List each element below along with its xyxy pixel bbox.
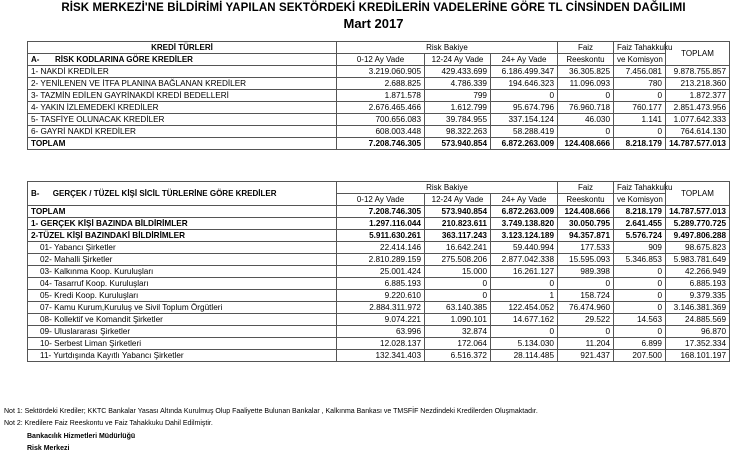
vade-24-plus-header-2: 24+ Ay Vade: [491, 194, 558, 206]
row-label: 04- Tasarruf Koop. Kuruluşları: [28, 278, 337, 290]
row-value: 25.001.424: [337, 266, 425, 278]
row-value: 0: [425, 278, 491, 290]
row-value: 2.851.473.956: [666, 102, 730, 114]
row-value: 6.872.263.009: [491, 206, 558, 218]
row-value: 3.123.124.189: [491, 230, 558, 242]
row-label: 10- Serbest Liman Şirketleri: [28, 338, 337, 350]
row-value: 6.885.193: [337, 278, 425, 290]
row-value: 14.563: [614, 314, 666, 326]
row-value: 0: [614, 278, 666, 290]
row-value: 207.500: [614, 350, 666, 362]
row-value: 0: [491, 278, 558, 290]
row-value: 7.456.081: [614, 66, 666, 78]
reeskont-header: Reeskontu: [558, 54, 614, 66]
risk-bakiye-header: Risk Bakiye: [337, 42, 558, 54]
row-value: 429.433.699: [425, 66, 491, 78]
row-value: 7.208.746.305: [337, 138, 425, 150]
table-row: [28, 266, 730, 278]
row-label: 2-TÜZEL KİŞİ BAZINDAKİ BİLDİRİMLER: [28, 230, 337, 242]
row-value: 1.872.377: [666, 90, 730, 102]
row-value: 124.408.666: [558, 138, 614, 150]
row-value: 2.688.825: [337, 78, 425, 90]
row-value: 2.641.455: [614, 218, 666, 230]
vade-0-12-header: 0-12 Ay Vade: [337, 54, 425, 66]
row-value: 9.074.221: [337, 314, 425, 326]
row-value: 9.497.806.288: [666, 230, 730, 242]
row-value: 6.885.193: [666, 278, 730, 290]
row-value: 5.346.853: [614, 254, 666, 266]
row-value: 210.823.611: [425, 218, 491, 230]
table-row: [28, 326, 730, 338]
row-value: 24.885.569: [666, 314, 730, 326]
row-value: 909: [614, 242, 666, 254]
row-value: 98.322.263: [425, 126, 491, 138]
row-label: 1- NAKDİ KREDİLER: [28, 66, 337, 78]
row-value: 63.140.385: [425, 302, 491, 314]
row-value: 39.784.955: [425, 114, 491, 126]
row-value: 76.960.718: [558, 102, 614, 114]
row-value: 59.440.994: [491, 242, 558, 254]
row-label: 3- TAZMİN EDİLEN GAYRİNAKDİ KREDİ BEDELLERİ: [28, 90, 337, 102]
row-value: 573.940.854: [425, 206, 491, 218]
table-row: [28, 78, 730, 90]
row-value: 3.219.060.905: [337, 66, 425, 78]
row-value: 9.878.755.857: [666, 66, 730, 78]
row-value: 780: [614, 78, 666, 90]
table-row: [28, 278, 730, 290]
row-label: 02- Mahalli Şirketler: [28, 254, 337, 266]
row-value: 168.101.197: [666, 350, 730, 362]
row-value: 124.408.666: [558, 206, 614, 218]
row-value: 63.996: [337, 326, 425, 338]
row-value: 6.186.499.347: [491, 66, 558, 78]
row-value: 95.674.796: [491, 102, 558, 114]
row-value: 608.003.448: [337, 126, 425, 138]
row-value: 17.352.334: [666, 338, 730, 350]
row-value: 58.288.419: [491, 126, 558, 138]
table-row: [28, 338, 730, 350]
row-value: 5.289.770.725: [666, 218, 730, 230]
section-b-label: GERÇEK / TÜZEL KİŞİ SİCİL TÜRLERİNE GÖRE KREDİLER: [52, 189, 277, 198]
row-label: 1- GERÇEK KİŞİ BAZINDA BİLDİRİMLER: [28, 218, 337, 230]
footer-unit: Risk Merkezi: [27, 445, 70, 452]
row-value: 5.134.030: [491, 338, 558, 350]
row-value: 172.064: [425, 338, 491, 350]
row-value: 0: [614, 126, 666, 138]
row-value: 0: [558, 326, 614, 338]
row-value: 5.983.781.649: [666, 254, 730, 266]
tahakkuk-header: Faiz Tahakkuku: [614, 42, 666, 54]
row-value: 94.357.871: [558, 230, 614, 242]
toplam-header-2: TOPLAM: [666, 182, 730, 206]
row-label: 03- Kalkınma Koop. Kuruluşları: [28, 266, 337, 278]
risk-code-table: [27, 41, 730, 150]
table1-header-row-2: [28, 54, 730, 66]
row-value: 337.154.124: [491, 114, 558, 126]
row-value: 6.516.372: [425, 350, 491, 362]
row-value: 8.218.179: [614, 138, 666, 150]
row-value: 7.208.746.305: [337, 206, 425, 218]
table-row: [28, 66, 730, 78]
row-value: 0: [614, 266, 666, 278]
table-row: [28, 242, 730, 254]
registry-type-table: [27, 181, 730, 362]
row-label: 08- Kollektif ve Komandit Şirketler: [28, 314, 337, 326]
report-subtitle: Mart 2017: [343, 16, 404, 31]
row-label: 5- TASFİYE OLUNACAK KREDİLER: [28, 114, 337, 126]
row-label: 09- Uluslararası Şirketler: [28, 326, 337, 338]
row-value: 194.646.323: [491, 78, 558, 90]
vade-12-24-header-2: 12-24 Ay Vade: [425, 194, 491, 206]
row-value: 5.911.630.261: [337, 230, 425, 242]
footer-department: Bankacılık Hizmetleri Müdürlüğü: [27, 433, 136, 440]
row-value: 9.220.610: [337, 290, 425, 302]
table-row: [28, 102, 730, 114]
row-value: 1.297.116.044: [337, 218, 425, 230]
row-value: 32.874: [425, 326, 491, 338]
row-label: 2- YENİLENEN VE İTFA PLANINA BAĞLANAN KREDİLER: [28, 78, 337, 90]
section-a-label: RİSK KODLARINA GÖRE KREDİLER: [55, 55, 193, 64]
row-value: 15.000: [425, 266, 491, 278]
row-value: 177.533: [558, 242, 614, 254]
table-row: [28, 314, 730, 326]
row-value: 4.786.339: [425, 78, 491, 90]
row-value: 0: [614, 290, 666, 302]
row-label: TOPLAM: [28, 138, 337, 150]
row-value: 0: [558, 126, 614, 138]
report-title: RİSK MERKEZİ'NE BİLDİRİMİ YAPILAN SEKTÖRDEKİ KREDİLERİN VADELERİNE GÖRE TL CİNSİNDEN DAĞILIMI: [61, 2, 686, 14]
row-value: 764.614.130: [666, 126, 730, 138]
row-label: 01- Yabancı Şirketler: [28, 242, 337, 254]
row-value: 122.454.052: [491, 302, 558, 314]
row-value: 1.077.642.333: [666, 114, 730, 126]
row-value: 2.877.042.338: [491, 254, 558, 266]
section-a-code: A-: [31, 55, 40, 64]
table-row: [28, 302, 730, 314]
row-value: 14.677.162: [491, 314, 558, 326]
row-value: 5.576.724: [614, 230, 666, 242]
kredi-turleri-header: KREDİ TÜRLERİ: [28, 42, 337, 54]
row-value: 11.204: [558, 338, 614, 350]
table-row: [28, 126, 730, 138]
komisyon-header-2: ve Komisyon: [614, 194, 666, 206]
table2-header-row-1: [28, 182, 730, 194]
row-value: 16.261.127: [491, 266, 558, 278]
row-value: 96.870: [666, 326, 730, 338]
toplam-header: TOPLAM: [666, 42, 730, 66]
row-value: 11.096.093: [558, 78, 614, 90]
row-value: 2.810.289.159: [337, 254, 425, 266]
row-value: 22.414.146: [337, 242, 425, 254]
row-value: 213.218.360: [666, 78, 730, 90]
table-row: [28, 90, 730, 102]
row-value: 76.474.960: [558, 302, 614, 314]
vade-0-12-header-2: 0-12 Ay Vade: [337, 194, 425, 206]
row-value: 29.522: [558, 314, 614, 326]
row-value: 9.379.335: [666, 290, 730, 302]
row-value: 2.676.465.466: [337, 102, 425, 114]
row-value: 158.724: [558, 290, 614, 302]
table-row: [28, 350, 730, 362]
faiz-header: Faiz: [558, 42, 614, 54]
row-value: 760.177: [614, 102, 666, 114]
row-value: 3.749.138.820: [491, 218, 558, 230]
note-2: Not 2: Kredilere Faiz Reeskontu ve Faiz Tahakkuku Dahil Edilmiştir.: [4, 420, 213, 427]
risk-bakiye-header-2: Risk Bakiye: [337, 182, 558, 194]
row-value: 0: [614, 90, 666, 102]
row-value: 363.117.243: [425, 230, 491, 242]
row-label: 11- Yurtdışında Kayıtlı Yabancı Şirketler: [28, 350, 337, 362]
row-value: 12.028.137: [337, 338, 425, 350]
row-value: 0: [558, 90, 614, 102]
row-value: 921.437: [558, 350, 614, 362]
row-value: 799: [425, 90, 491, 102]
row-value: 0: [491, 326, 558, 338]
row-value: 700.656.083: [337, 114, 425, 126]
tahakkuk-header-2: Faiz Tahakkuku: [614, 182, 666, 194]
row-value: 6.872.263.009: [491, 138, 558, 150]
total-row: [28, 206, 730, 218]
row-label: 4- YAKIN İZLEMEDEKİ KREDİLER: [28, 102, 337, 114]
row-value: 989.398: [558, 266, 614, 278]
row-value: 8.218.179: [614, 206, 666, 218]
row-value: 15.595.093: [558, 254, 614, 266]
row-value: 1.871.578: [337, 90, 425, 102]
total-row: [28, 138, 730, 150]
row-value: 132.341.403: [337, 350, 425, 362]
faiz-header-2: Faiz: [558, 182, 614, 194]
row-value: 46.030: [558, 114, 614, 126]
row-value: 275.508.206: [425, 254, 491, 266]
komisyon-header: ve Komisyon: [614, 54, 666, 66]
row-value: 30.050.795: [558, 218, 614, 230]
section-b-code: B-: [31, 189, 40, 198]
table-row: [28, 254, 730, 266]
table1-header-row-1: [28, 42, 730, 54]
table-row: [28, 218, 730, 230]
row-value: 0: [491, 90, 558, 102]
row-label: 07- Kamu Kurum,Kuruluş ve Sivil Toplum Örgütleri: [28, 302, 337, 314]
row-value: 0: [614, 326, 666, 338]
row-value: 1.090.101: [425, 314, 491, 326]
row-value: 0: [614, 302, 666, 314]
reeskont-header-2: Reeskontu: [558, 194, 614, 206]
row-value: 6.899: [614, 338, 666, 350]
row-label: TOPLAM: [28, 206, 337, 218]
row-label: 6- GAYRİ NAKDİ KREDİLER: [28, 126, 337, 138]
row-value: 573.940.854: [425, 138, 491, 150]
row-value: 2.884.311.972: [337, 302, 425, 314]
row-value: 1: [491, 290, 558, 302]
row-value: 0: [558, 278, 614, 290]
row-value: 16.642.241: [425, 242, 491, 254]
section-a-title: [28, 54, 337, 66]
table-row: [28, 290, 730, 302]
vade-12-24-header: 12-24 Ay Vade: [425, 54, 491, 66]
row-value: 1.612.799: [425, 102, 491, 114]
note-1: Not 1: Sektördeki Krediler; KKTC Bankalar Yasası Altında Kurulmuş Olup Faaliyette Bulunan Bankalar , Kalkınma Bankası ve TMSFİF Nezdindeki Kredilerden Oluşmaktadır.: [4, 408, 538, 415]
row-value: 42.266.949: [666, 266, 730, 278]
row-value: 1.141: [614, 114, 666, 126]
table-row: [28, 114, 730, 126]
row-label: 05- Kredi Koop. Kuruluşları: [28, 290, 337, 302]
row-value: 0: [425, 290, 491, 302]
row-value: 14.787.577.013: [666, 206, 730, 218]
vade-24-plus-header: 24+ Ay Vade: [491, 54, 558, 66]
row-value: 14.787.577.013: [666, 138, 730, 150]
row-value: 98.675.823: [666, 242, 730, 254]
row-value: 3.146.381.369: [666, 302, 730, 314]
section-b-title: [28, 182, 337, 206]
table-row: [28, 230, 730, 242]
row-value: 36.305.825: [558, 66, 614, 78]
row-value: 28.114.485: [491, 350, 558, 362]
